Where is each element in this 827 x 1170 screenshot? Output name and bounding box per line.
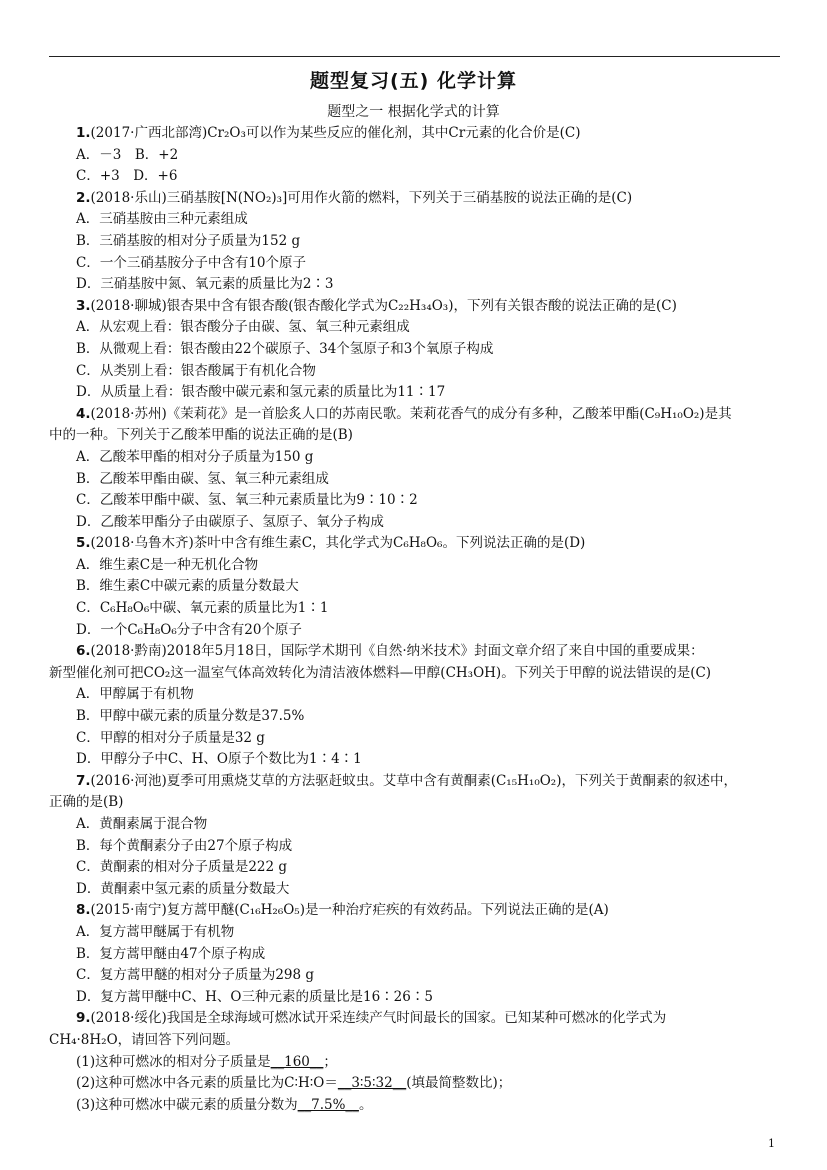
answer-option: C．+3 D．+6 [76, 168, 178, 185]
question-number: 4. [76, 405, 91, 422]
question-text: (2017·广西北部湾)Cr₂O₃可以作为某些反应的催化剂，其中Cr元素的化合价是(C) [90, 125, 581, 141]
question-text: (2018·乌鲁木齐)茶叶中含有维生素C，其化学式为C₆H₈O₆。下列说法正确的是(D) [90, 535, 586, 552]
question-line [49, 641, 780, 663]
question-number: 5. [76, 535, 91, 552]
answer-option: D．三硝基胺中氮、氧元素的质量比为2∶3 [76, 276, 334, 293]
sub-question-suffix: 。 [358, 1096, 373, 1113]
question-line [49, 771, 780, 793]
question-line [49, 1008, 780, 1030]
question-line [49, 792, 780, 814]
question-line [49, 296, 780, 318]
question-text: (2016·河池)夏季可用熏烧艾草的方法驱赶蚊虫。艾草中含有黄酮素(C₁₅H₁₀O₂)，下列关于黄酮素的叙述中， [90, 772, 737, 789]
answer-option: B．三硝基胺的相对分子质量为152 g [76, 232, 301, 249]
sub-question-suffix: (填最简整数比)； [406, 1075, 512, 1092]
page-title: 题型复习(五) 化学计算 [310, 70, 517, 92]
question-line [49, 900, 780, 922]
question-line [49, 1030, 780, 1052]
question-number: 9. [76, 1010, 91, 1027]
answer-option: D．一个C₆H₈O₆分子中含有20个原子 [76, 621, 302, 638]
question-text: 正确的是(B) [49, 794, 124, 811]
filled-answer: __160__ [270, 1053, 324, 1070]
answer-option: B．复方蒿甲醚由47个原子构成 [76, 945, 266, 962]
question-text: (2015·南宁)复方蒿甲醚(C₁₆H₂₆O₅)是一种治疗疟疾的有效药品。下列说法正确的是(A) [90, 902, 609, 919]
question-line [49, 123, 780, 145]
answer-option: C．甲醇的相对分子质量是32 g [76, 729, 265, 746]
question-text: (2018·黔南)2018年5月18日，国际学术期刊《自然·纳米技术》封面文章介绍了来自中国的重要成果： [90, 643, 704, 660]
sub-question [49, 1073, 780, 1095]
answer-option: C．从类别上看：银杏酸属于有机化合物 [76, 362, 316, 379]
question-text: (2018·绥化)我国是全球海域可燃冰试开采连续产气时间最长的国家。已知某种可燃冰的化学式为 [90, 1010, 667, 1027]
question-number: 7. [76, 772, 91, 789]
header-rule [49, 56, 780, 57]
answer-option: D．甲醇分子中C、H、O原子个数比为1∶4∶1 [76, 751, 362, 768]
question-line [49, 404, 780, 426]
question-text: 中的一种。下列关于乙酸苯甲酯的说法正确的是(B) [49, 427, 353, 444]
question-text: CH₄·8H₂O，请回答下列问题。 [49, 1031, 240, 1048]
sub-question [49, 1052, 780, 1074]
question-number: 1. [76, 125, 91, 141]
question-line [49, 663, 780, 685]
answer-option: B．维生素C中碳元素的质量分数最大 [76, 578, 299, 595]
question-number: 6. [76, 643, 91, 660]
answer-option: D．复方蒿甲醚中C、H、O三种元素的质量比是16∶26∶5 [76, 988, 433, 1005]
question-text: (2018·聊城)银杏果中含有银杏酸(银杏酸化学式为C₂₂H₃₄O₃)，下列有关银杏酸的说法正确的是(C) [90, 297, 677, 314]
page-number: 1 [768, 1137, 775, 1150]
answer-option: A．复方蒿甲醚属于有机物 [76, 923, 235, 940]
section-subtitle: 题型之一 根据化学式的计算 [327, 104, 500, 120]
answer-option: A．乙酸苯甲酯的相对分子质量为150 g [76, 448, 314, 465]
question-text: (2018·苏州)《茉莉花》是一首脍炙人口的苏南民歌。茉莉花香气的成分有多种，乙酸苯甲酯(C₉H₁₀O₂)是其 [90, 405, 732, 422]
sub-question [49, 1095, 780, 1117]
answer-option: D．黄酮素中氢元素的质量分数最大 [76, 880, 290, 897]
sub-question-text: (2)这种可燃冰中各元素的质量比为C∶H∶O＝ [76, 1075, 338, 1092]
answer-option: C．复方蒿甲醚的相对分子质量为298 g [76, 967, 315, 984]
question-line [49, 425, 780, 447]
answer-option: B．乙酸苯甲酯由碳、氢、氧三种元素组成 [76, 470, 329, 487]
question-line [49, 533, 780, 555]
question-text: (2018·乐山)三硝基胺[N(NO₂)₃]可用作火箭的燃料，下列关于三硝基胺的说法正确的是(C) [90, 189, 633, 206]
question-text: 新型催化剂可把CO₂这一温室气体高效转化为清洁液体燃料—甲醇(CH₃OH)。下列关于甲醇的说法错误的是(C) [49, 664, 712, 681]
question-line [49, 188, 780, 210]
answer-option: A．甲醇属于有机物 [76, 686, 194, 703]
answer-option: A．维生素C是一种无机化合物 [76, 556, 259, 573]
answer-option: B．每个黄酮素分子由27个原子构成 [76, 837, 293, 854]
sub-question-text: (3)这种可燃冰中碳元素的质量分数为 [76, 1096, 298, 1113]
answer-option: A．－3 B．+2 [76, 146, 179, 163]
question-number: 3. [76, 297, 91, 314]
answer-option: A．黄酮素属于混合物 [76, 816, 208, 832]
answer-option: A．从宏观上看：银杏酸分子由碳、氢、氧三种元素组成 [76, 319, 410, 336]
question-number: 8. [76, 902, 91, 919]
answer-option: C．黄酮素的相对分子质量是222 g [76, 859, 288, 876]
answer-option: C．C₆H₈O₆中碳、氧元素的质量比为1∶1 [76, 600, 329, 617]
answer-option: B．甲醇中碳元素的质量分数是37.5% [76, 708, 305, 725]
answer-option: D．从质量上看：银杏酸中碳元素和氢元素的质量比为11∶17 [76, 384, 446, 401]
filled-answer: __3∶5∶32__ [337, 1075, 407, 1092]
sub-question-text: (1)这种可燃冰的相对分子质量是 [76, 1053, 271, 1070]
answer-option: A．三硝基胺由三种元素组成 [76, 211, 248, 228]
answer-option: B．从微观上看：银杏酸由22个碳原子、34个氢原子和3个氧原子构成 [76, 340, 494, 357]
sub-question-suffix: ； [323, 1053, 337, 1070]
question-number: 2. [76, 189, 91, 206]
answer-option: C．乙酸苯甲酯中碳、氢、氧三种元素质量比为9∶10∶2 [76, 492, 418, 509]
filled-answer: __7.5%__ [297, 1096, 359, 1113]
answer-option: C．一个三硝基胺分子中含有10个原子 [76, 254, 307, 271]
question-list [49, 123, 780, 1116]
answer-option: D．乙酸苯甲酯分子由碳原子、氢原子、氧分子构成 [76, 513, 384, 530]
